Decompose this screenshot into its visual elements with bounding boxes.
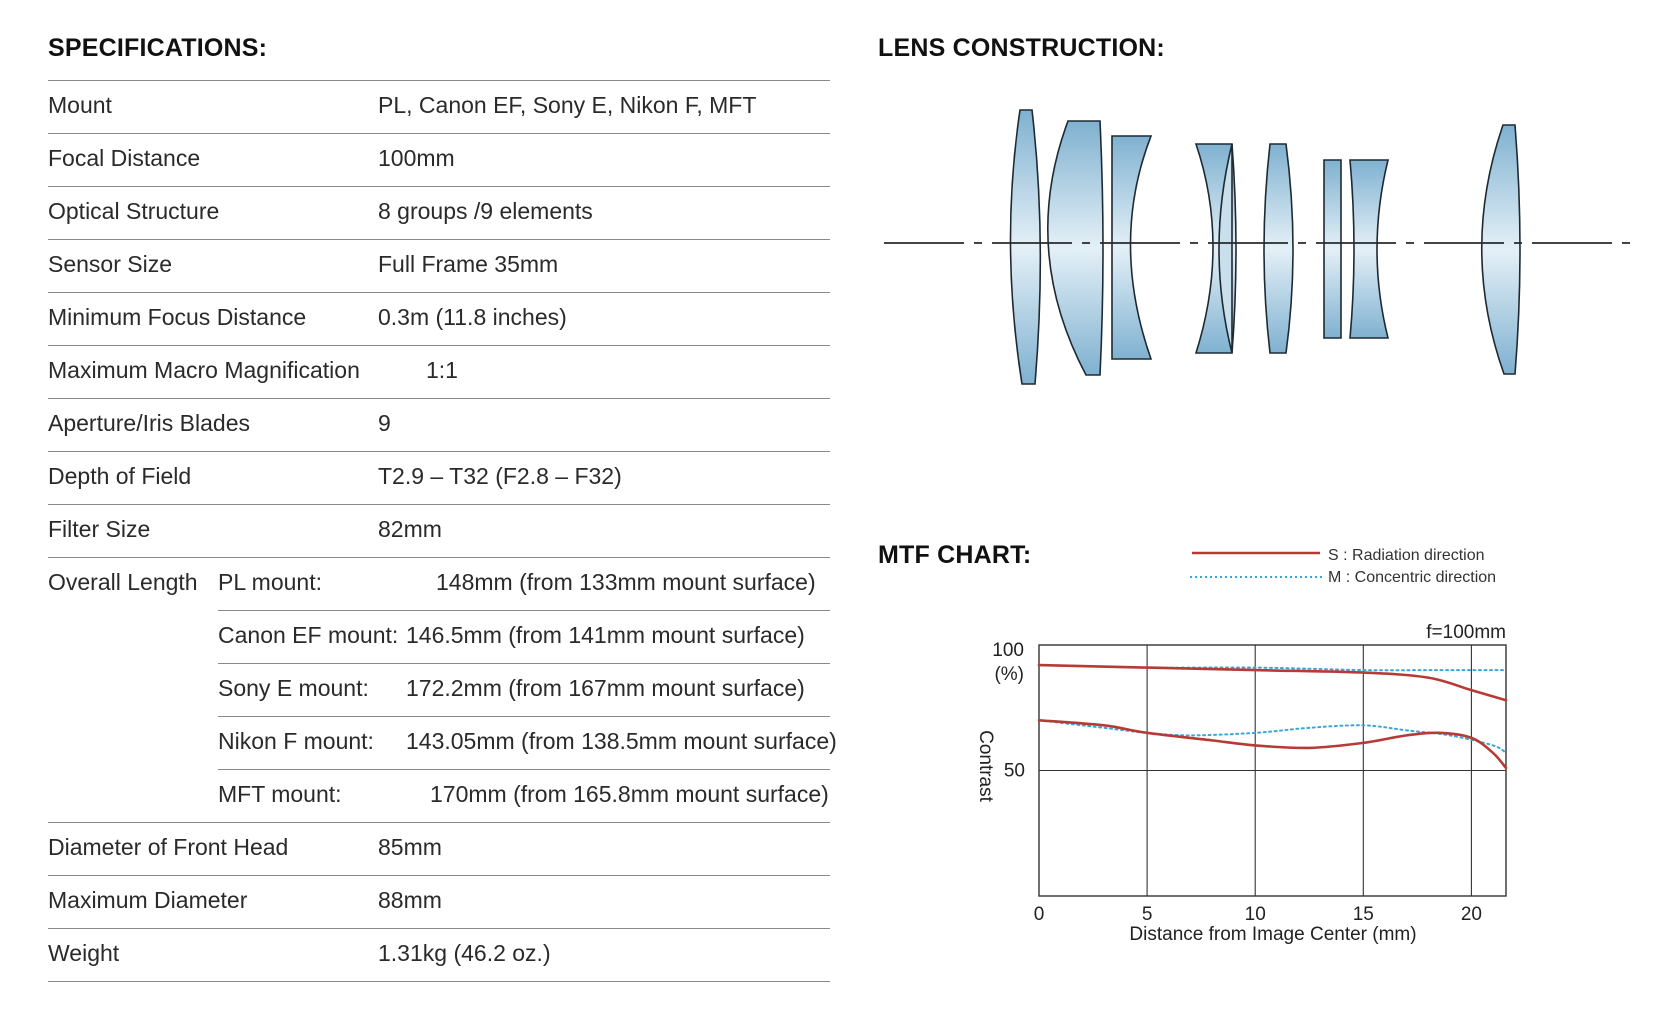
spec-value: 82mm (378, 516, 442, 542)
mount-name: PL mount: (218, 569, 322, 595)
lens-element (1010, 110, 1040, 384)
lens-element (1264, 144, 1293, 353)
mount-name: Sony E mount: (218, 675, 369, 701)
lens-element (1048, 121, 1103, 375)
overall-length-row (218, 769, 830, 822)
spec-value: 9 (378, 410, 391, 436)
mtf-heading: MTF CHART: (878, 541, 1032, 569)
lens-element (1324, 160, 1341, 338)
spec-label: Filter Size (48, 516, 151, 542)
overall-length-label: Overall Length (48, 569, 198, 595)
mount-length: 170mm (from 165.8mm mount surface) (430, 781, 829, 807)
y-axis-label: Contrast (975, 730, 996, 802)
specs-heading: SPECIFICATIONS: (48, 34, 268, 62)
spec-value: 88mm (378, 887, 442, 913)
spec-label: Optical Structure (48, 198, 220, 224)
spec-value: Full Frame 35mm (378, 251, 559, 277)
legend-label-s: S : Radiation direction (1328, 547, 1485, 564)
y-tick-label: 50 (1003, 760, 1025, 782)
spec-label: Aperture/Iris Blades (48, 410, 250, 436)
x-tick-label: 15 (1352, 904, 1374, 925)
spec-label: Focal Distance (48, 145, 201, 171)
series-line-concentric (1039, 665, 1506, 670)
spec-value: 0.3m (11.8 inches) (378, 304, 567, 330)
overall-length-row (48, 557, 830, 610)
overall-length-row (218, 663, 830, 716)
spec-value: PL, Canon EF, Sony E, Nikon F, MFT (378, 92, 757, 118)
spec-row (48, 451, 830, 504)
x-axis-label: Distance from Image Center (mm) (1129, 924, 1417, 945)
series-line-radiation (1039, 720, 1506, 768)
mount-name: Canon EF mount: (218, 622, 399, 648)
spec-label: Depth of Field (48, 463, 192, 489)
spec-label: Diameter of Front Head (48, 834, 289, 860)
spec-row (48, 928, 830, 982)
spec-label: Mount (48, 92, 112, 118)
lens-element (1350, 160, 1388, 338)
spec-row (48, 822, 830, 875)
lens-diagram (0, 0, 1660, 420)
y-top-label: 100 (992, 640, 1024, 661)
y-unit-label: (%) (994, 664, 1024, 685)
lens-element (1482, 125, 1520, 374)
lens-element (1112, 136, 1151, 359)
x-tick-label: 20 (1460, 904, 1482, 925)
overall-length-row (218, 716, 837, 769)
spec-label: Maximum Diameter (48, 887, 248, 913)
mount-length: 146.5mm (from 141mm mount surface) (406, 622, 805, 648)
x-tick-label: 5 (1141, 904, 1153, 925)
series-line-radiation (1039, 665, 1506, 700)
mount-name: Nikon F mount: (218, 728, 374, 754)
spec-row (48, 504, 830, 557)
legend-label-m: M : Concentric direction (1328, 569, 1497, 586)
plot-frame (1039, 645, 1506, 896)
spec-label: Weight (48, 940, 120, 966)
series-line-concentric (1039, 720, 1506, 753)
spec-row (48, 875, 830, 928)
mount-name: MFT mount: (218, 781, 342, 807)
spec-value: T2.9 – T32 (F2.8 – F32) (378, 463, 622, 489)
focal-note: f=100mm (1426, 622, 1506, 643)
overall-length-row (218, 610, 830, 663)
spec-label: Maximum Macro Magnification (48, 357, 360, 383)
spec-value: 8 groups /9 elements (378, 198, 593, 224)
mount-length: 143.05mm (from 138.5mm mount surface) (406, 728, 837, 754)
spec-label: Sensor Size (48, 251, 173, 277)
spec-value: 1:1 (426, 357, 458, 383)
legend (1190, 547, 1496, 586)
mount-length: 172.2mm (from 167mm mount surface) (406, 675, 805, 701)
spec-value: 1.31kg (46.2 oz.) (378, 940, 551, 966)
x-tick-label: 0 (1033, 904, 1045, 925)
spec-value: 85mm (378, 834, 442, 860)
spec-label: Minimum Focus Distance (48, 304, 307, 330)
lens-heading: LENS CONSTRUCTION: (878, 34, 1165, 62)
mount-length: 148mm (from 133mm mount surface) (436, 569, 816, 595)
x-tick-label: 10 (1244, 904, 1266, 925)
spec-value: 100mm (378, 145, 455, 171)
